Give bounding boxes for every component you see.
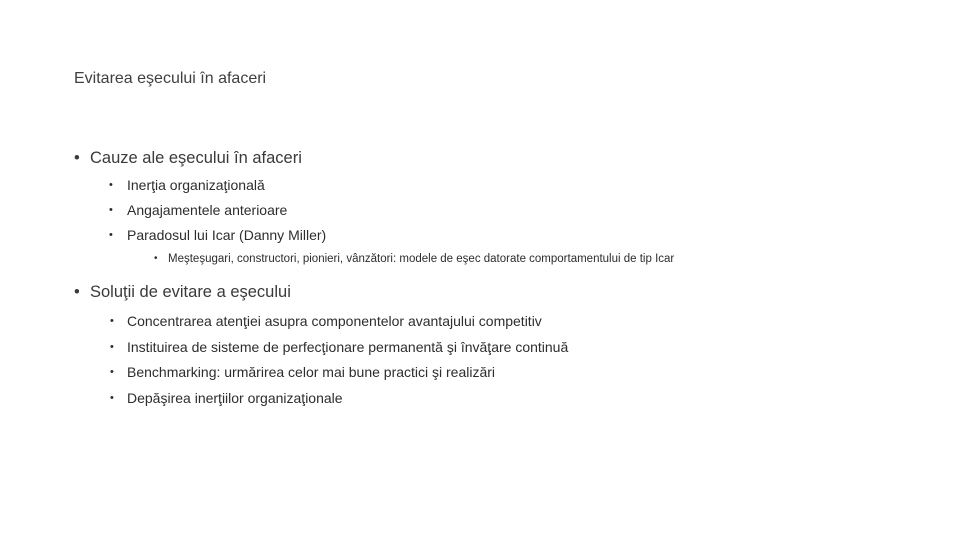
bullet: • [109, 179, 113, 191]
list-item-label: Angajamentele anterioare [127, 202, 288, 218]
list-item [74, 198, 934, 223]
bullet: • [110, 391, 114, 404]
bullet: • [109, 204, 113, 216]
bullet: • [74, 149, 80, 167]
sub-list-item-label: Meşteşugari, constructori, pionieri, vânzători: modele de eşec datorate comportamentului de tip Icar [168, 253, 675, 265]
solutions-list [74, 309, 934, 411]
bullet: • [110, 366, 114, 378]
slide-content [74, 145, 934, 411]
list-item-label: Paradosul lui Icar (Danny Miller) [127, 227, 327, 243]
bullet: • [110, 315, 114, 327]
list-item-label: Benchmarking: urmărirea celor mai bune practici şi realizări [127, 364, 496, 380]
causes-list [74, 173, 934, 270]
list-item [74, 173, 934, 198]
list-item-label: Concentrarea atenţiei asupra componentelor avantajului competitiv [127, 313, 542, 329]
list-item [74, 223, 934, 248]
list-item [74, 335, 934, 361]
section-heading-label: Cauze ale eşecului în afaceri [90, 149, 302, 167]
sub-list-item [74, 248, 934, 270]
list-item-label: Depăşirea inerţiilor organizaţionale [127, 389, 343, 406]
section-heading-label: Soluţii de evitare a eşecului [90, 283, 291, 301]
bullet: • [154, 253, 158, 264]
list-item-label: Instituirea de sisteme de perfecţionare permanentă şi învăţare continuă [127, 338, 569, 355]
bullet: • [109, 229, 113, 241]
slide-title: Evitarea eşecului în afaceri [74, 70, 267, 87]
list-item [74, 309, 934, 335]
bullet: • [110, 340, 114, 353]
section-heading-causes [74, 145, 934, 171]
section-heading-solutions [74, 279, 934, 305]
list-item [74, 360, 934, 386]
list-item-label: Inerţia organizaţională [127, 177, 265, 193]
bullet: • [74, 283, 80, 301]
list-item [74, 386, 934, 412]
